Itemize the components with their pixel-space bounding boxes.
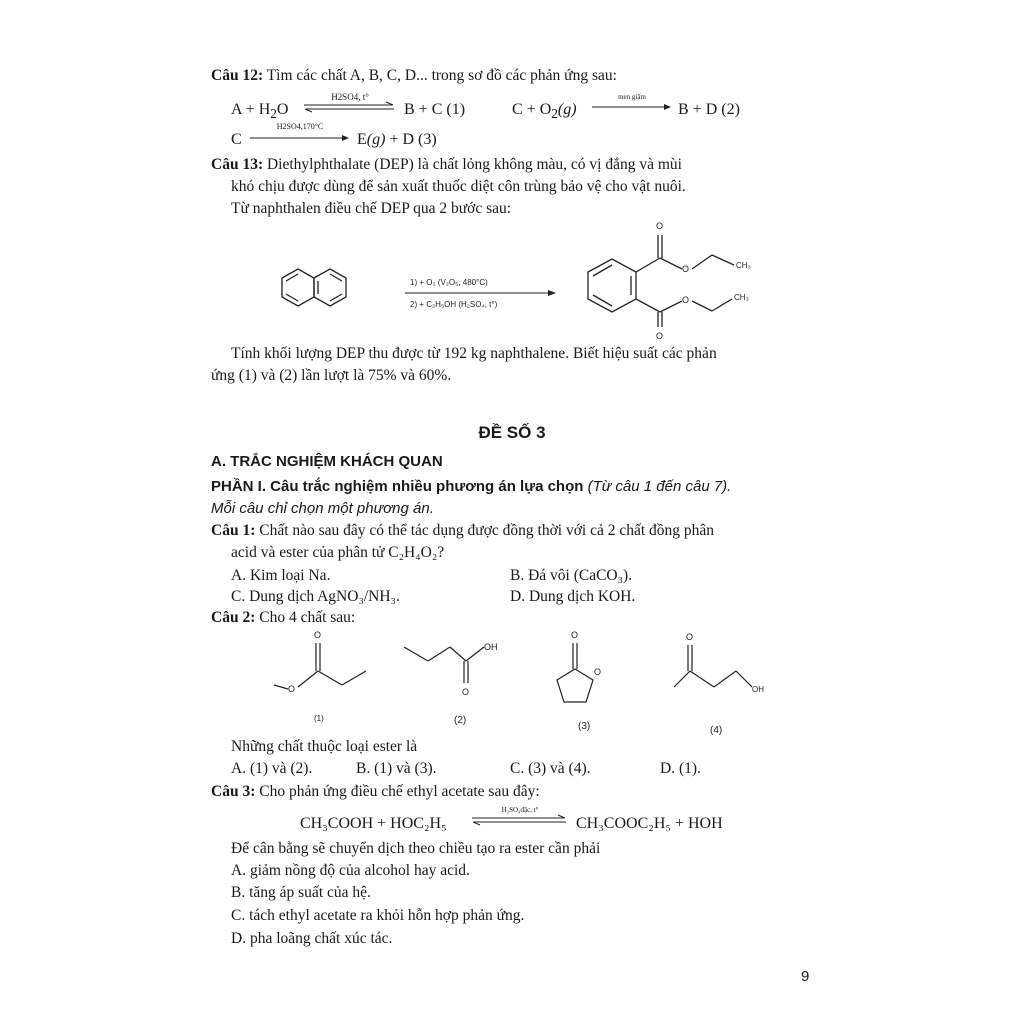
q13-reaction-scheme xyxy=(270,215,790,345)
dep-ch3-2: CH₃ xyxy=(734,293,749,302)
q13-step1: 1) + O₂ (V₂O₅, 480°C) xyxy=(410,278,488,287)
q2-label: Câu 2: xyxy=(211,609,256,626)
q3-eq-right: CH₃COOC₂H₅ + HOH xyxy=(576,815,723,832)
q1-line1: Câu 1: Chất nào sau đây có thể tác dụng được đồng thời với cả 2 chất đồng phân xyxy=(211,522,715,539)
s1-o-carbonyl: O xyxy=(314,630,322,640)
q12-text: Tìm các chất A, B, C, D... trong sơ đồ các phản ứng sau: xyxy=(266,67,617,84)
s2-o: O xyxy=(462,687,470,697)
q2-option-b: B. (1) và (3). xyxy=(356,760,437,777)
q13-line1: Câu 13: Diethylphthalate (DEP) là chất lỏng không màu, có vị đắng và mùi xyxy=(211,156,682,173)
label-3: (3) xyxy=(578,721,591,732)
q2-option-a: A. (1) và (2). xyxy=(231,760,313,777)
part1-heading: PHẦN I. Câu trắc nghiệm nhiều phương án lựa chọn (Từ câu 1 đến câu 7). xyxy=(211,478,732,495)
q3-prompt: Để cân bằng sẽ chuyển dịch theo chiều tạo ra ester cần phải xyxy=(231,840,601,857)
q13-line2: khó chịu được dùng để sản xuất thuốc diệt côn trùng bảo vệ cho vật nuôi. xyxy=(231,178,686,195)
q1-option-b: B. Đá vôi (CaCO₃). xyxy=(510,567,633,584)
q12-eq3-arrow xyxy=(248,122,352,146)
q13-question-line2: ứng (1) và (2) lần lượt là 75% và 60%. xyxy=(211,367,452,384)
q12-eq1-right: B + C (1) xyxy=(404,101,466,118)
q13-line3: Từ naphthalen điều chế DEP qua 2 bước sau: xyxy=(231,200,512,217)
part1-instruction: Mỗi câu chỉ chọn một phương án. xyxy=(211,500,434,517)
q1-option-a: A. Kim loại Na. xyxy=(231,567,331,584)
q3-option-c: C. tách ethyl acetate ra khỏi hỗn hợp phản ứng. xyxy=(231,907,525,924)
q3-eq-cond: H₂SO₄đặc, t° xyxy=(501,806,539,814)
q12-eq3-left: C xyxy=(231,131,242,148)
q1-option-c: C. Dung dịch AgNO₃/NH₃. xyxy=(231,588,400,605)
page-number: 9 xyxy=(801,968,810,985)
q12-line xyxy=(211,66,617,86)
q12-eq2-cond: men giấm xyxy=(618,93,646,101)
q12-eq3-cond: H2SO4,170°C xyxy=(276,122,324,131)
q12-eq1-arrow xyxy=(302,92,398,116)
dep-o-top: O xyxy=(656,221,664,231)
s3-o-ring: O xyxy=(594,667,602,677)
q2-line: Câu 2: Cho 4 chất sau: xyxy=(211,609,356,626)
q13-question-line1: Tính khối lượng DEP thu được từ 192 kg naphthalene. Biết hiệu suất các phản xyxy=(231,345,717,362)
q12-eq1-cond: H2SO4, t° xyxy=(331,92,369,102)
q2-option-c: C. (3) và (4). xyxy=(510,760,591,777)
s1-o-ester: O xyxy=(288,684,296,694)
dep-o-ester1: O xyxy=(682,264,690,274)
label-2: (2) xyxy=(454,715,467,726)
q12-eq2-right: B + D (2) xyxy=(678,101,740,118)
q12-eq2-arrow xyxy=(590,92,674,116)
q3-option-a: A. giảm nồng độ của alcohol hay acid. xyxy=(231,862,470,879)
q3-eq-left: CH₃COOH + HOC₂H₅ xyxy=(300,815,447,832)
dep-ch3-1: CH₃ xyxy=(736,261,751,270)
q12-eq3-right: E(g) + D (3) xyxy=(357,131,437,148)
s4-o: O xyxy=(686,632,694,642)
q13-label: Câu 13: xyxy=(211,156,264,173)
q1-option-d: D. Dung dịch KOH. xyxy=(510,588,636,605)
q12-eq1-left: $A + H_2O$ xyxy=(231,101,289,122)
q1-label: Câu 1: xyxy=(211,522,256,539)
q2-prompt: Những chất thuộc loại ester là xyxy=(231,738,418,755)
q13-step2: 2) + C₂H₅OH (H₂SO₄, t°) xyxy=(410,300,498,309)
dep-structure xyxy=(588,235,734,327)
exam-title: ĐỀ SỐ 3 xyxy=(478,423,546,442)
s3-o-carbonyl: O xyxy=(571,630,579,640)
q2-structures xyxy=(260,625,780,740)
q3-eq-arrow xyxy=(470,805,570,829)
s2-oh: OH xyxy=(484,642,498,652)
dep-o-ester2: O xyxy=(682,295,690,305)
q3-label: Câu 3: xyxy=(211,783,256,800)
q3-line: Câu 3: Cho phản ứng điều chế ethyl acetate sau đây: xyxy=(211,783,540,800)
dep-o-bottom: O xyxy=(656,331,664,341)
q2-option-d: D. (1). xyxy=(660,760,701,777)
label-4: (4) xyxy=(710,725,723,736)
label-1: (1) xyxy=(314,714,324,723)
part-a-heading: A. TRẮC NGHIỆM KHÁCH QUAN xyxy=(211,453,443,470)
q3-option-b: B. tăng áp suất của hệ. xyxy=(231,884,371,901)
q12-label: Câu 12: xyxy=(211,67,264,84)
s4-oh: OH xyxy=(752,685,764,694)
q3-option-d: D. pha loãng chất xúc tác. xyxy=(231,930,393,947)
naphthalene-structure xyxy=(282,269,346,306)
q1-line2: acid và ester của phân tử C₂H₄O₂? xyxy=(231,544,445,561)
q12-eq2-left: $C + O_2(g)$ xyxy=(512,101,577,122)
